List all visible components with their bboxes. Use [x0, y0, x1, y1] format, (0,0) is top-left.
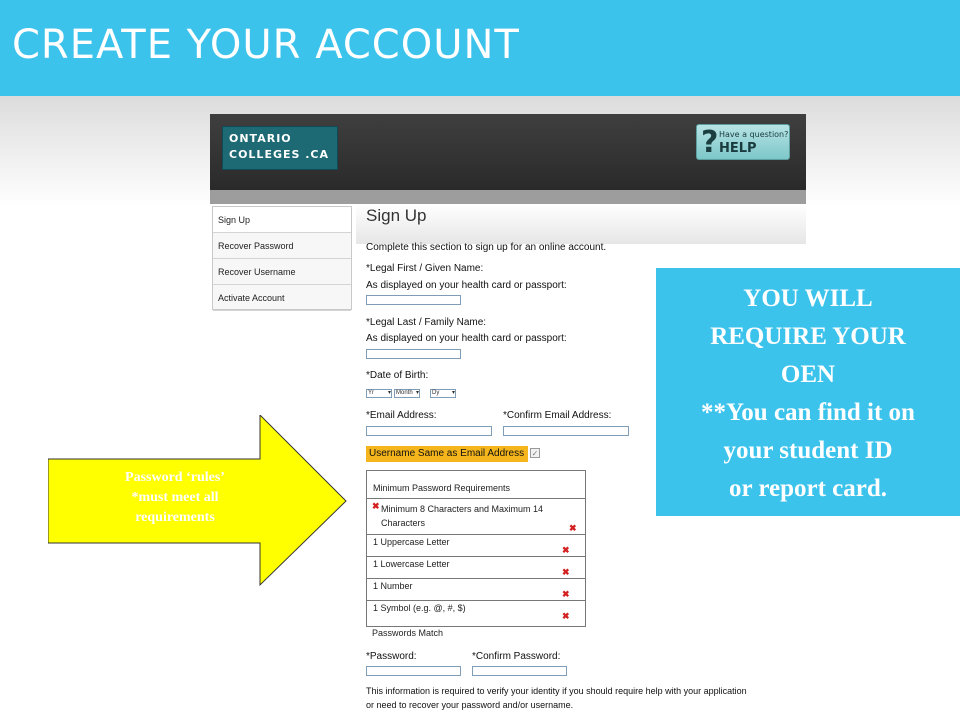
last-name-input[interactable] — [366, 349, 461, 359]
callout-line-2: REQUIRE YOUR — [710, 323, 906, 350]
banner-underline — [210, 190, 806, 204]
x-mark-icon: ✖ — [569, 523, 577, 533]
oen-callout-box — [656, 268, 960, 516]
requirement-length-line2: Characters — [381, 518, 426, 528]
callout-line-3: OEN — [780, 361, 836, 388]
confirm-email-input[interactable] — [503, 426, 629, 436]
password-label: *Password: — [366, 651, 417, 662]
dob-label: *Date of Birth: — [366, 370, 429, 381]
page-title: Sign Up — [366, 206, 427, 225]
arrow-line-3: requirements — [135, 510, 215, 525]
sidebar-item-activate-account[interactable]: Activate Account — [213, 285, 351, 311]
sidebar-nav — [212, 206, 352, 310]
first-name-label: *Legal First / Given Name: — [366, 263, 484, 274]
sidebar-item-recover-username[interactable]: Recover Username — [213, 259, 351, 285]
help-button[interactable] — [696, 124, 790, 160]
x-mark-icon: ✖ — [562, 589, 570, 599]
confirm-email-label: *Confirm Email Address: — [503, 410, 612, 421]
callout-text — [656, 280, 960, 508]
slide-header-bar — [0, 0, 960, 96]
arrow-label — [60, 468, 290, 528]
requirement-lowercase: 1 Lowercase Letter — [373, 559, 450, 569]
logo-line-1: ONTARIO — [229, 132, 292, 145]
form-intro: Complete this section to sign up for an online account. — [366, 242, 607, 253]
x-mark-icon: ✖ — [562, 611, 570, 621]
password-requirements-box — [366, 470, 586, 627]
callout-line-1: YOU WILL — [743, 285, 873, 312]
requirements-divider — [367, 600, 585, 601]
first-name-input[interactable] — [366, 295, 461, 305]
first-name-hint: As displayed on your health card or passport: — [366, 280, 567, 291]
last-name-hint: As displayed on your health card or passport: — [366, 333, 567, 344]
requirement-uppercase: 1 Uppercase Letter — [373, 537, 450, 547]
last-name-label: *Legal Last / Family Name: — [366, 317, 487, 328]
confirm-password-input[interactable] — [472, 666, 567, 676]
username-same-label: Username Same as Email Address — [366, 446, 528, 462]
x-mark-icon: ✖ — [562, 545, 570, 555]
callout-line-5: your student ID — [723, 437, 893, 464]
footer-note-line-2: or need to recover your password and/or username. — [366, 700, 574, 710]
email-input[interactable] — [366, 426, 492, 436]
username-same-checkbox[interactable]: ✓ — [531, 449, 539, 458]
confirm-password-label: *Confirm Password: — [472, 651, 561, 662]
ontario-colleges-logo[interactable] — [222, 126, 338, 170]
requirements-divider — [367, 556, 585, 557]
dob-year-select[interactable]: Yr ▾ — [366, 389, 392, 398]
dob-month-select[interactable]: Month ▾ — [394, 389, 420, 398]
requirements-divider — [367, 498, 585, 499]
requirements-title: Minimum Password Requirements — [373, 483, 511, 493]
callout-line-4: **You can find it on — [701, 399, 915, 426]
passwords-match-label: Passwords Match — [372, 628, 444, 638]
sidebar-item-recover-password[interactable]: Recover Password — [213, 233, 351, 259]
slide-title: CREATE YOUR ACCOUNT — [12, 22, 520, 68]
x-mark-icon: ✖ — [562, 567, 570, 577]
requirement-length-line1: Minimum 8 Characters and Maximum 14 — [381, 504, 544, 514]
requirements-divider — [367, 578, 585, 579]
requirements-divider — [367, 534, 585, 535]
callout-line-6: or report card. — [728, 475, 888, 502]
email-label: *Email Address: — [366, 410, 437, 421]
logo-line-2: COLLEGES .CA — [229, 148, 330, 161]
requirement-number: 1 Number — [373, 581, 413, 591]
sidebar-item-sign-up[interactable]: Sign Up — [213, 207, 351, 233]
password-input[interactable] — [366, 666, 461, 676]
footer-note-line-1: This information is required to verify your identity if you should require help with your application — [366, 686, 747, 696]
site-banner — [210, 114, 806, 190]
x-mark-icon: ✖ — [372, 501, 380, 511]
requirement-symbol: 1 Symbol (e.g. @, #, $) — [373, 603, 466, 613]
help-question-text: Have a question? — [719, 130, 789, 139]
arrow-line-2: *must meet all — [131, 490, 219, 505]
help-label: HELP — [719, 141, 757, 156]
question-mark-icon: ? — [701, 125, 719, 160]
dob-day-select[interactable]: Dy ▾ — [430, 389, 456, 398]
arrow-line-1: Password ‘rules’ — [125, 470, 225, 485]
